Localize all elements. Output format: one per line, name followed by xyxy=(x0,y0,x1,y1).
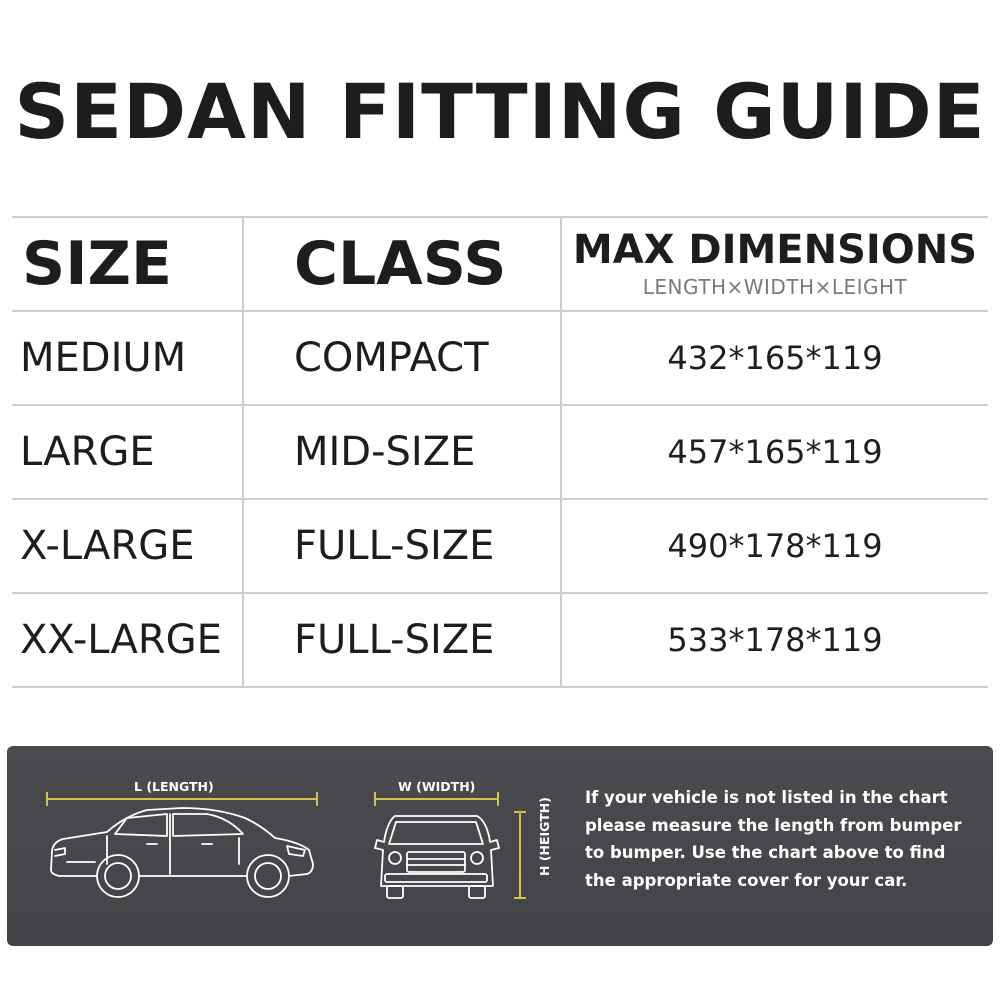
table-column-divider xyxy=(242,216,244,688)
measurement-instructions: If your vehicle is not listed in the chart please measure the length from bumper to bumper. Use the chart above to find the appropriate cover for your car. xyxy=(585,788,962,890)
table-row-class: FULL-SIZE xyxy=(294,617,495,663)
table-row-dimensions: 457*165*119 xyxy=(667,433,883,471)
header-max-dimensions xyxy=(562,226,988,300)
height-label: H (HEIGTH) xyxy=(537,797,552,876)
length-label: L (LENGTH) xyxy=(134,779,214,794)
table-row-dimensions: 533*178*119 xyxy=(667,621,883,659)
table-row-class: COMPACT xyxy=(294,335,489,381)
measurement-guide-panel xyxy=(7,746,993,946)
height-measure-line xyxy=(514,812,526,898)
table-row-size: XX-LARGE xyxy=(20,617,222,663)
table-border-bottom xyxy=(12,686,988,688)
page-title: SEDAN FITTING GUIDE xyxy=(14,67,986,156)
table-row-size: X-LARGE xyxy=(20,523,195,569)
table-row-size: LARGE xyxy=(20,429,155,475)
car-front-view-icon xyxy=(375,816,499,898)
length-measure-line xyxy=(47,792,317,806)
width-label: W (WIDTH) xyxy=(398,779,476,794)
table-row-size: MEDIUM xyxy=(20,335,187,381)
header-size: SIZE xyxy=(22,229,173,299)
fitting-table xyxy=(12,216,988,688)
table-row-dimensions: 432*165*119 xyxy=(667,339,883,377)
header-max-dimensions-subtitle: LENGTH×WIDTH×LEIGHT xyxy=(642,275,908,299)
width-measure-line xyxy=(375,792,498,806)
table-row-class: MID-SIZE xyxy=(294,429,476,475)
header-max-dimensions-title: MAX DIMENSIONS xyxy=(572,227,978,273)
table-row-dimensions: 490*178*119 xyxy=(667,527,883,565)
header-class: CLASS xyxy=(294,229,507,299)
table-row-class: FULL-SIZE xyxy=(294,523,495,569)
car-side-view-icon xyxy=(51,808,313,897)
